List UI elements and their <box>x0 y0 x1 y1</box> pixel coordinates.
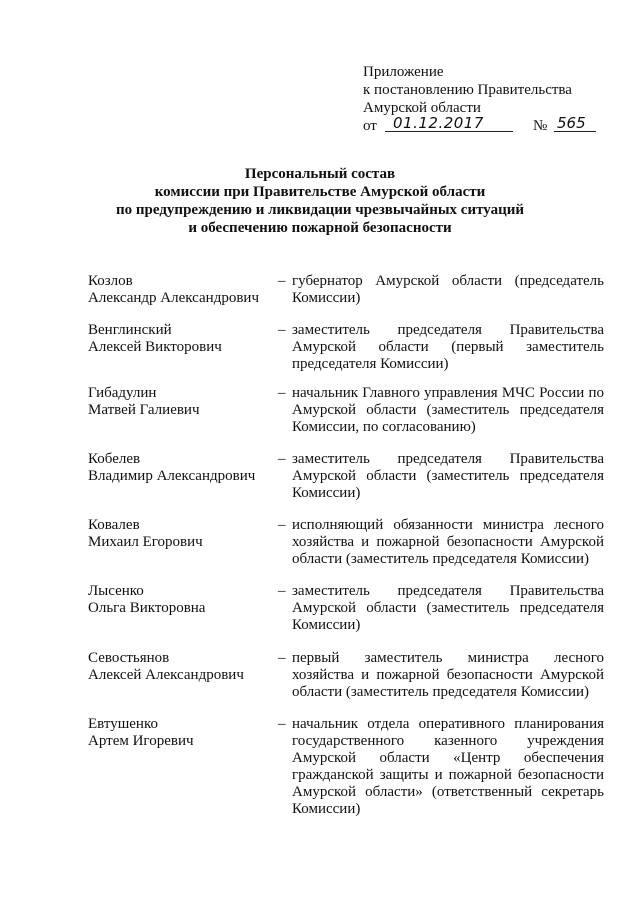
appendix-title: Приложение <box>363 64 444 80</box>
member-dash: – <box>278 273 286 289</box>
member-dash: – <box>278 322 286 338</box>
member-role: заместитель председателя Правительства Амурской области (заместитель председателя Комиссии) <box>292 451 604 501</box>
member-surname: Козлов <box>88 273 133 289</box>
member-dash: – <box>278 385 286 401</box>
member-given-name: Алексей Викторович <box>88 339 222 355</box>
member-given-name: Алексей Александрович <box>88 667 244 683</box>
member-name <box>88 451 288 485</box>
member-role: начальник отдела оперативного планирования государственного казенного учреждения Амурской области «Центр обеспечения гражданской защиты и пожарной безопасности Амурской области» (ответственный секретарь Комиссии) <box>292 716 604 817</box>
document-title <box>60 165 580 237</box>
member-surname: Кобелев <box>88 451 141 467</box>
member-given-name: Артем Игоревич <box>88 733 194 749</box>
member-role: заместитель председателя Правительства Амурской области (первый заместитель председателя Комиссии) <box>292 322 604 372</box>
member-role: заместитель председателя Правительства Амурской области (заместитель председателя Комиссии) <box>292 583 604 633</box>
member-role: губернатор Амурской области (председатель Комиссии) <box>292 273 604 306</box>
member-name <box>88 273 288 307</box>
member-dash: – <box>278 716 286 732</box>
member-role: первый заместитель министра лесного хозяйства и пожарной безопасности Амурской области (заместитель председателя Комиссии) <box>292 650 604 700</box>
member-role: исполняющий обязанности министра лесного хозяйства и пожарной безопасности Амурской области (заместитель председателя Комиссии) <box>292 517 604 567</box>
date-label: от <box>363 118 377 134</box>
date-value: 01.12.2017 <box>385 114 513 132</box>
number-label: № <box>533 118 548 134</box>
title-line-2: комиссии при Правительстве Амурской области <box>154 184 486 200</box>
member-name <box>88 322 288 356</box>
member-name <box>88 517 288 551</box>
title-line-3: по предупреждению и ликвидации чрезвычайных ситуаций <box>116 202 524 218</box>
member-given-name: Александр Александрович <box>88 290 259 306</box>
member-surname: Ковалев <box>88 517 140 533</box>
member-name <box>88 650 288 684</box>
member-surname: Севостьянов <box>88 650 170 666</box>
member-given-name: Ольга Викторовна <box>88 600 206 616</box>
appendix-date-row <box>363 114 623 137</box>
member-dash: – <box>278 451 286 467</box>
member-surname: Лысенко <box>88 583 144 599</box>
title-line-1: Персональный состав <box>244 166 396 182</box>
member-role: начальник Главного управления МЧС России по Амурской области (заместитель председателя Комиссии, по согласованию) <box>292 385 604 435</box>
member-given-name: Матвей Галиевич <box>88 402 200 418</box>
member-name <box>88 716 288 750</box>
appendix-region: Амурской области <box>363 100 481 116</box>
member-surname: Венглинский <box>88 322 172 338</box>
member-surname: Евтушенко <box>88 716 158 732</box>
member-surname: Гибадулин <box>88 385 157 401</box>
member-given-name: Михаил Егорович <box>88 534 203 550</box>
appendix-resolution: к постановлению Правительства <box>363 82 572 98</box>
member-given-name: Владимир Александрович <box>88 468 256 484</box>
member-name <box>88 385 288 419</box>
appendix-block <box>363 63 623 137</box>
member-dash: – <box>278 583 286 599</box>
member-dash: – <box>278 650 286 666</box>
member-dash: – <box>278 517 286 533</box>
member-name <box>88 583 288 617</box>
title-line-4: и обеспечению пожарной безопасности <box>188 220 452 236</box>
number-value: 565 <box>554 114 596 132</box>
